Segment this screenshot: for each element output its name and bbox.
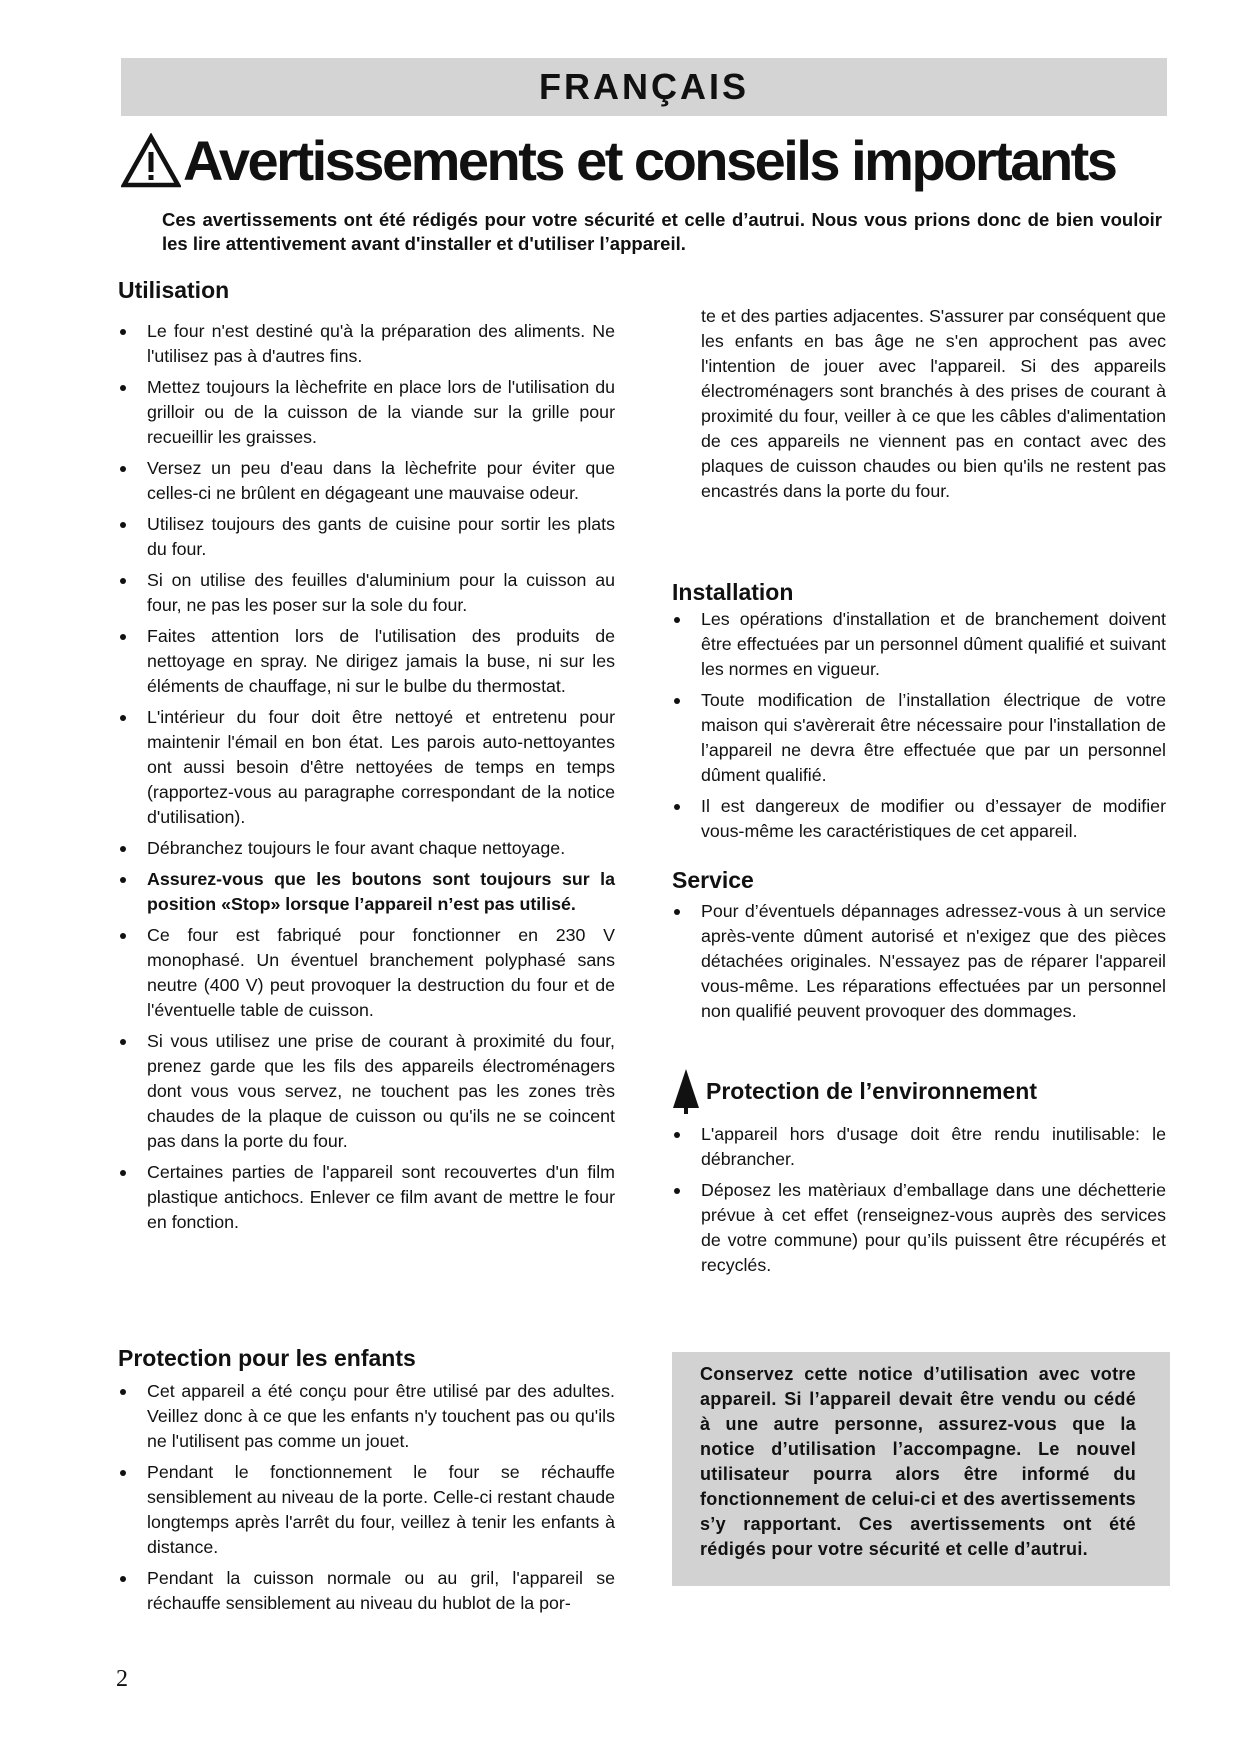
section-utilisation [118, 276, 615, 1241]
list-item: Si vous utilisez une prise de courant à proximité du four, prenez garde que les fils des appareils électroménagers dont vous vous servez, ne touchent pas les zones très chaudes de la plaque de cuisson ou qu'ils ne se coincent pas dans la porte du four. [118, 1029, 615, 1154]
protection-enfants-continuation [672, 304, 1166, 504]
bullet-icon [120, 846, 126, 852]
utilisation-heading: Utilisation [118, 277, 230, 303]
bullet-icon [120, 329, 126, 335]
bullet-icon [674, 909, 680, 915]
intro-text: Ces avertissements ont été rédigés pour votre sécurité et celle d’autrui. Nous vous prions donc de bien vouloir les lire attentivement avant d'installer et d'utiliser l’appareil. [162, 209, 1162, 254]
environnement-header [672, 1068, 1166, 1114]
list-item: Si on utilise des feuilles d'aluminium pour la cuisson au four, ne pas les poser sur la sole du four. [118, 568, 615, 618]
bullet-icon [120, 715, 126, 721]
list-item: Pour d’éventuels dépannages adressez-vous à un service après-vente dûment autorisé et n'exigez que des pièces détachées originales. N'essayez pas de réparer l'appareil vous-même. Les réparations effectuées par un personnel non qualifié peuvent provoquer des dommages. [672, 899, 1166, 1024]
list-item: Mettez toujours la lèchefrite en place lors de l'utilisation du grilloir ou de la cuisson de la viande sur la grille pour recueillir les graisses. [118, 375, 615, 450]
bullet-icon [674, 1188, 680, 1194]
protection-enfants-heading: Protection pour les enfants [118, 1345, 416, 1371]
page-number: 2 [116, 1666, 128, 1692]
tree-icon [672, 1068, 700, 1114]
bullet-icon [120, 578, 126, 584]
protection-enfants-list [118, 1379, 615, 1616]
bullet-icon [120, 1576, 126, 1582]
title-text: Avertissements et conseils importants [183, 129, 1116, 192]
list-item: Toute modification de l’installation électrique de votre maison qui s'avèrerait être nécessaire pour l'installation de l’appareil ne devra être effectuée que par un personnel dûment qualifié. [672, 688, 1166, 788]
bullet-icon [120, 466, 126, 472]
list-item: L'intérieur du four doit être nettoyé et entretenu pour maintenir l'émail en bon état. Les parois auto-nettoyantes ont aussi besoin d'être nettoyées de temps en temps (rapportez-vous au paragraphe correspondant de la notice d'utilisation). [118, 705, 615, 830]
environnement-list [672, 1122, 1166, 1278]
bullet-icon [120, 877, 126, 883]
installation-heading: Installation [672, 579, 794, 605]
bullet-icon [120, 634, 126, 640]
environnement-heading: Protection de l’environnement [706, 1078, 1037, 1104]
list-item: Utilisez toujours des gants de cuisine pour sortir les plats du four. [118, 512, 615, 562]
list-item: Versez un peu d'eau dans la lèchefrite pour éviter que celles-ci ne brûlent en dégageant une mauvaise odeur. [118, 456, 615, 506]
list-item: Le four n'est destiné qu'à la préparation des aliments. Ne l'utilisez pas à d'autres fins. [118, 319, 615, 369]
list-item: Certaines parties de l'appareil sont recouvertes d'un film plastique antichocs. Enlever ce film avant de mettre le four en fonction. [118, 1160, 615, 1235]
bullet-icon [120, 1039, 126, 1045]
list-item: Débranchez toujours le four avant chaque nettoyage. [118, 836, 615, 861]
page-title [121, 126, 1181, 196]
bullet-icon [120, 1170, 126, 1176]
bullet-icon [674, 617, 680, 623]
keep-notice-box [672, 1352, 1170, 1586]
bullet-icon [120, 1389, 126, 1395]
utilisation-list [118, 319, 615, 1235]
bullet-icon [120, 522, 126, 528]
bullet-icon [120, 933, 126, 939]
language-banner [121, 58, 1167, 116]
list-item: Pendant la cuisson normale ou au gril, l'appareil se réchauffe sensiblement au niveau du hublot de la por- [118, 1566, 615, 1616]
bullet-icon [674, 1132, 680, 1138]
list-item: Pendant le fonctionnement le four se réchauffe sensiblement au niveau de la porte. Celle-ci restant chaude longtemps après l'arrêt du four, veillez à tenir les enfants à distance. [118, 1460, 615, 1560]
list-item: Assurez-vous que les boutons sont toujours sur la position «Stop» lorsque l’appareil n’est pas utilisé. [118, 867, 615, 917]
list-item: Les opérations d'installation et de branchement doivent être effectuées par un personnel dûment qualifié et suivant les normes en vigueur. [672, 607, 1166, 682]
keep-notice-text: Conservez cette notice d’utilisation avec votre appareil. Si l’appareil devait être vendu ou cédé à une autre personne, assurez-vous que la notice d’utilisation l’accompagne. Le nouvel utilisateur pourra alors être informé du fonctionnement de celui-ci et des avertissements s’y rapportant. Ces avertissements ont été rédigés pour votre sécurité et celle d’autrui. [700, 1364, 1136, 1559]
list-item: L'appareil hors d'usage doit être rendu inutilisable: le débrancher. [672, 1122, 1166, 1172]
section-service [672, 866, 1166, 1030]
list-item: Cet appareil a été conçu pour être utilisé par des adultes. Veillez donc à ce que les enfants n'y touchent pas ou qu'ils ne l'utilisent pas comme un jouet. [118, 1379, 615, 1454]
service-heading: Service [672, 867, 754, 893]
list-item: Ce four est fabriqué pour fonctionner en 230 V monophasé. Un éventuel branchement polyphasé sans neutre (400 V) peut provoquer la destruction du four et de l'éventuelle table de cuisson. [118, 923, 615, 1023]
section-protection-enfants [118, 1344, 615, 1622]
bullet-icon [674, 804, 680, 810]
section-environnement [672, 1068, 1166, 1284]
bullet-icon [120, 1470, 126, 1476]
bullet-icon [674, 698, 680, 704]
list-item: Il est dangereux de modifier ou d’essayer de modifier vous-même les caractéristiques de cet appareil. [672, 794, 1166, 844]
bullet-icon [120, 385, 126, 391]
installation-list [672, 607, 1166, 844]
list-item: Déposez les matèriaux d’emballage dans une déchetterie prévue à cet effet (renseignez-vous auprès des services de votre commune) pour qu’ils puissent être récupérés et recyclés. [672, 1178, 1166, 1278]
service-list [672, 899, 1166, 1024]
language-label: FRANÇAIS [539, 66, 749, 107]
warning-triangle-icon [121, 133, 181, 189]
continuation-text: te et des parties adjacentes. S'assurer par conséquent que les enfants en bas âge ne s'en approchent pas avec l'intention de jouer avec l'appareil. Si des appareils électroménagers sont branchés à des prises de courant à proximité du four, veiller à ce que les câbles d'alimentation de ces appareils ne viennent pas en contact avec des plaques de cuisson chaudes ou bien qu'ils ne restent pas encastrés dans la porte du four. [701, 306, 1166, 501]
list-item: Faites attention lors de l'utilisation des produits de nettoyage en spray. Ne dirigez jamais la buse, ni sur les éléments de chauffage, ni sur le bulbe du thermostat. [118, 624, 615, 699]
section-installation [672, 578, 1166, 850]
